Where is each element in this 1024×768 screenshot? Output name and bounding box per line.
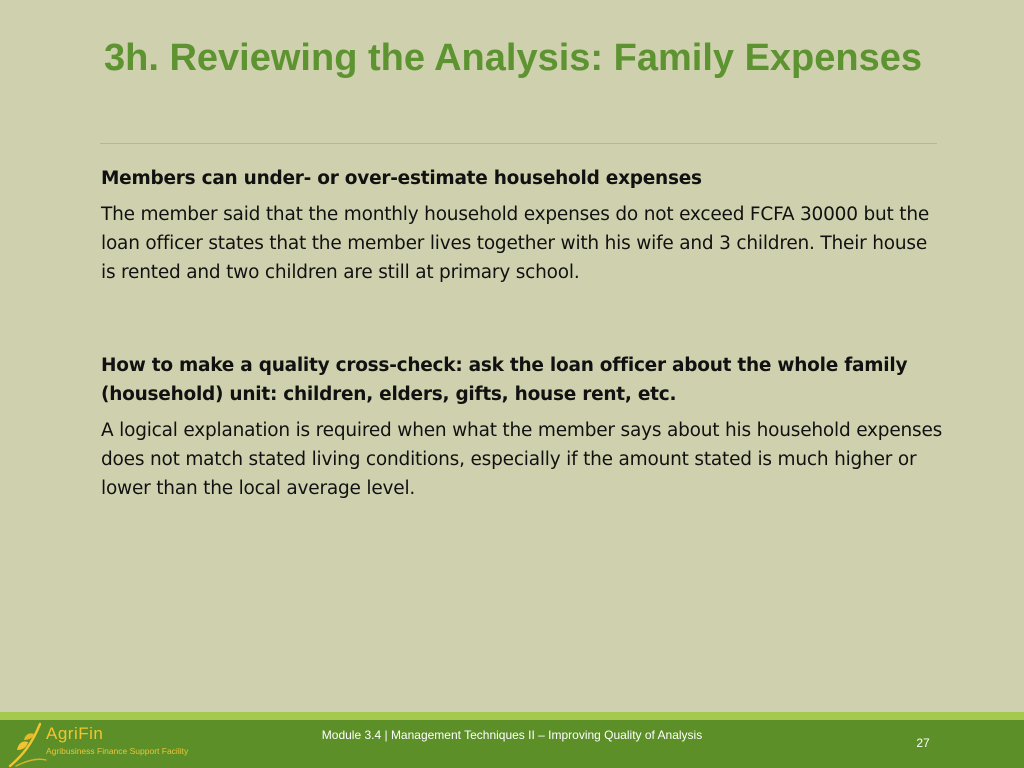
logo-tagline: Agribusiness Finance Support Facility [46,746,189,756]
agrifin-logo [8,722,228,766]
footer-accent-stripe [0,712,1024,720]
slide-title: 3h. Reviewing the Analysis: Family Expenses [104,37,923,79]
slide-body [101,164,946,503]
slide-number: 27 [916,736,930,750]
title-divider [100,143,937,144]
section-heading-cross-check: How to make a quality cross-check: ask the loan officer about the whole family (household) unit: children, elders, gifts, house rent, etc. [101,355,908,405]
paragraph-member-example: The member said that the monthly household expenses do not exceed FCFA 30000 but the loan officer states that the member lives together with his wife and 3 children. Their house is rented and two children are still at primary school. [101,204,930,283]
section-heading-estimates: Members can under- or over-estimate household expenses [101,168,702,189]
logo-wordmark: AgriFin [46,724,104,743]
wheat-stalk-icon [8,722,48,768]
paragraph-logical-explanation: A logical explanation is required when what the member says about his household expenses does not match stated living conditions, especially if the amount stated is much higher or lower than the local average level. [101,420,943,499]
slide-footer [0,720,1024,768]
footer-module-text: Module 3.4 | Management Techniques II – Improving Quality of Analysis [321,728,703,742]
